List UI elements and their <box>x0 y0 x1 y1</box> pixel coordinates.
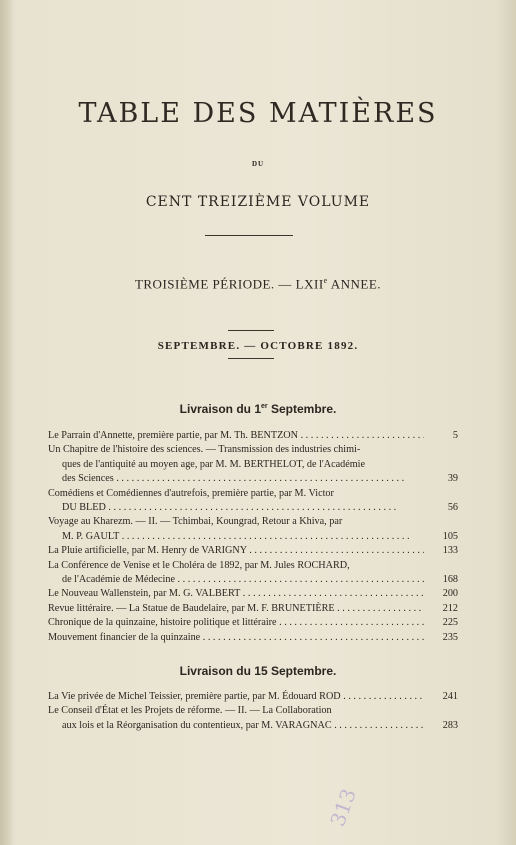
toc-entry <box>48 704 458 733</box>
entry-line: de l'Académie de Médecine . . . <box>48 573 424 587</box>
entry-line: La Conférence de Venise et le Choléra de 1892, par M. Jules ROCHARD, <box>48 559 350 571</box>
page-number: 133 <box>442 545 458 557</box>
page-number: 200 <box>442 588 458 600</box>
page-number: 105 <box>442 530 458 542</box>
section-title-text: Livraison du 15 Septembre <box>179 664 334 678</box>
period-end: ANNEE. <box>327 276 382 292</box>
toc-entry <box>48 587 458 601</box>
toc-entry <box>48 487 458 516</box>
section-title-end: Septembre. <box>267 402 337 416</box>
table-of-contents <box>48 690 458 733</box>
entry-line: Un Chapitre de l'histoire des sciences. — Transmission des industries chimi- <box>48 444 361 456</box>
section-title-end: . <box>333 664 337 678</box>
toc-entry <box>48 631 458 645</box>
entry-line: Mouvement financier de la quinzaine . . . <box>48 631 424 645</box>
library-stamp: 313 <box>325 785 361 830</box>
period-superscript: e <box>323 276 328 285</box>
title-connector: DU <box>251 160 265 168</box>
page-number: 212 <box>442 602 458 614</box>
period-line <box>0 276 516 292</box>
page-number: 39 <box>447 473 458 485</box>
divider-rule <box>205 235 293 236</box>
entry-line: La Vie privée de Michel Teissier, première partie, par M. Édouard ROD . . . <box>48 690 424 704</box>
page-number: 283 <box>442 719 458 731</box>
page-number: 168 <box>442 574 458 586</box>
toc-entry <box>48 515 458 544</box>
entry-line: Le Parrain d'Annette, première partie, par M. Th. BENTZON . . . <box>48 429 424 443</box>
toc-entry <box>48 443 458 486</box>
entry-line: Voyage au Kharezm. — II. — Tchimbai, Koungrad, Retour a Khiva, par <box>48 516 343 528</box>
toc-entry <box>48 544 458 558</box>
toc-entry <box>48 616 458 630</box>
page-title: TABLE DES MATIÈRES <box>78 98 438 129</box>
volume-subtitle: CENT TREIZIÈME VOLUME <box>145 194 371 210</box>
divider-rule <box>228 330 274 331</box>
toc-entry <box>48 602 458 616</box>
toc-entry <box>48 429 458 443</box>
section-title <box>0 664 516 678</box>
section-title <box>0 402 516 416</box>
toc-entry <box>48 690 458 704</box>
entry-line: Comédiens et Comédiennes d'autrefois, première partie, par M. Victor <box>48 487 334 499</box>
section-title-superscript: er <box>261 403 268 410</box>
section-title-text: Livraison du 1 <box>179 402 262 416</box>
page-number: 241 <box>442 691 458 702</box>
entry-line: Le Nouveau Wallenstein, par M. G. VALBERT . . . <box>48 587 424 601</box>
entry-line: des Sciences . . . <box>48 472 424 486</box>
page-number: 56 <box>447 502 458 514</box>
table-of-contents <box>48 429 458 645</box>
entry-line: DU BLED . . . <box>48 501 424 515</box>
entry-line: Le Conseil d'État et les Projets de réforme. — II. — La Collaboration <box>48 705 332 717</box>
page-number: 235 <box>442 631 458 643</box>
entry-line: aux lois et la Réorganisation du contentieux, par M. VARAGNAC . . . <box>48 719 424 733</box>
toc-entry <box>48 559 458 588</box>
page-number: 225 <box>442 617 458 629</box>
entry-line: La Pluie artificielle, par M. Henry de VARIGNY . . . <box>48 544 424 558</box>
page-number: 5 <box>452 430 458 441</box>
period-text: TROISIÈME PÉRIODE. — LXII <box>134 276 324 292</box>
entry-line: Chronique de la quinzaine, histoire politique et littéraire . . . <box>48 616 424 630</box>
entry-line: ques de l'antiquité au moyen age, par M. M. BERTHELOT, de l'Académie <box>62 458 366 470</box>
date-range: SEPTEMBRE. — OCTOBRE 1892. <box>157 340 359 352</box>
entry-line: Revue littéraire. — La Statue de Baudelaire, par M. F. BRUNETIÈRE . . . <box>48 602 424 616</box>
divider-rule <box>228 358 274 359</box>
entry-line: M. P. GAULT . . . <box>48 530 424 544</box>
